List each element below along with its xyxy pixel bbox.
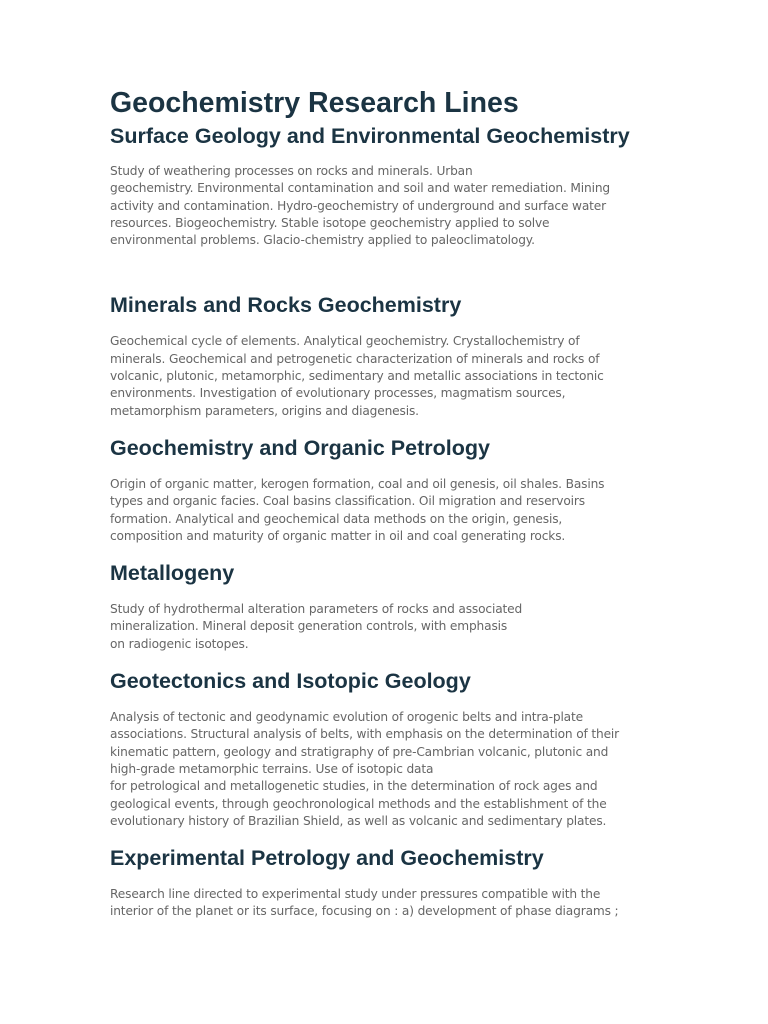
paragraph-line: mineralization. Mineral deposit generation controls, with emphasis: [110, 619, 508, 634]
paragraph-line: geological events, through geochronological methods and the establishment of the: [110, 796, 607, 811]
paragraph-line: Origin of organic matter, kerogen formation, coal and oil genesis, oil shales. Basins: [110, 476, 605, 491]
document-content: [110, 86, 655, 937]
section-paragraph: [110, 163, 655, 249]
paragraph-line: environmental problems. Glacio-chemistry applied to paleoclimatology.: [110, 233, 535, 248]
section-paragraph: [110, 476, 655, 545]
paragraph-line: environments. Investigation of evolutionary processes, magmatism sources,: [110, 386, 566, 401]
paragraph-line: metamorphism parameters, origins and diagenesis.: [110, 403, 419, 418]
paragraph-line: Study of hydrothermal alteration parameters of rocks and associated: [110, 602, 523, 617]
section-heading: Geochemistry and Organic Petrology: [110, 435, 490, 460]
section-paragraph: [110, 709, 655, 830]
section-experimental-petrology: [110, 846, 655, 921]
paragraph-line: on radiogenic isotopes.: [110, 636, 249, 651]
paragraph-line: geochemistry. Environmental contamination and soil and water remediation. Mining: [110, 181, 611, 196]
paragraph-line: evolutionary history of Brazilian Shield, as well as volcanic and sedimentary plates.: [110, 813, 607, 828]
section-metallogeny: [110, 561, 655, 653]
paragraph-line: minerals. Geochemical and petrogenetic characterization of minerals and rocks of: [110, 351, 600, 366]
paragraph-line: types and organic facies. Coal basins classification. Oil migration and reservoirs: [110, 494, 585, 509]
section-paragraph: [110, 886, 655, 921]
section-geotectonics: [110, 669, 655, 830]
paragraph-line: composition and maturity of organic matter in oil and coal generating rocks.: [110, 528, 566, 543]
section-heading: Experimental Petrology and Geochemistry: [110, 846, 544, 871]
paragraph-line: high-grade metamorphic terrains. Use of isotopic data: [110, 761, 434, 776]
section-paragraph: [110, 333, 655, 419]
section-organic-petrology: [110, 436, 655, 545]
paragraph-line: volcanic, plutonic, metamorphic, sedimentary and metallic associations in tectonic: [110, 369, 604, 384]
section-heading: Minerals and Rocks Geochemistry: [110, 293, 462, 318]
paragraph-line: resources. Biogeochemistry. Stable isotope geochemistry applied to solve: [110, 215, 550, 230]
page-title: Geochemistry Research Lines: [110, 87, 519, 119]
paragraph-line: formation. Analytical and geochemical data methods on the origin, genesis,: [110, 511, 563, 526]
paragraph-line: interior of the planet or its surface, focusing on : a) development of phase diagrams ;: [110, 904, 619, 919]
paragraph-line: Analysis of tectonic and geodynamic evolution of orogenic belts and intra-plate: [110, 710, 583, 725]
paragraph-line: Geochemical cycle of elements. Analytical geochemistry. Crystallochemistry of: [110, 334, 580, 349]
section-heading: Geotectonics and Isotopic Geology: [110, 669, 471, 694]
paragraph-line: Research line directed to experimental study under pressures compatible with the: [110, 887, 601, 902]
paragraph-line: Study of weathering processes on rocks and minerals. Urban: [110, 164, 473, 178]
section-surface-geology: [110, 124, 655, 249]
paragraph-line: associations. Structural analysis of belts, with emphasis on the determination of their: [110, 727, 620, 742]
paragraph-line: kinematic pattern, geology and stratigraphy of pre-Cambrian volcanic, plutonic and: [110, 744, 609, 759]
section-heading: Metallogeny: [110, 561, 235, 586]
paragraph-line: for petrological and metallogenetic studies, in the determination of rock ages and: [110, 779, 598, 794]
section-minerals-rocks: [110, 293, 655, 419]
section-paragraph: [110, 601, 655, 653]
section-heading: Surface Geology and Environmental Geochemistry: [110, 124, 630, 148]
paragraph-line: activity and contamination. Hydro-geochemistry of underground and surface water: [110, 198, 606, 213]
